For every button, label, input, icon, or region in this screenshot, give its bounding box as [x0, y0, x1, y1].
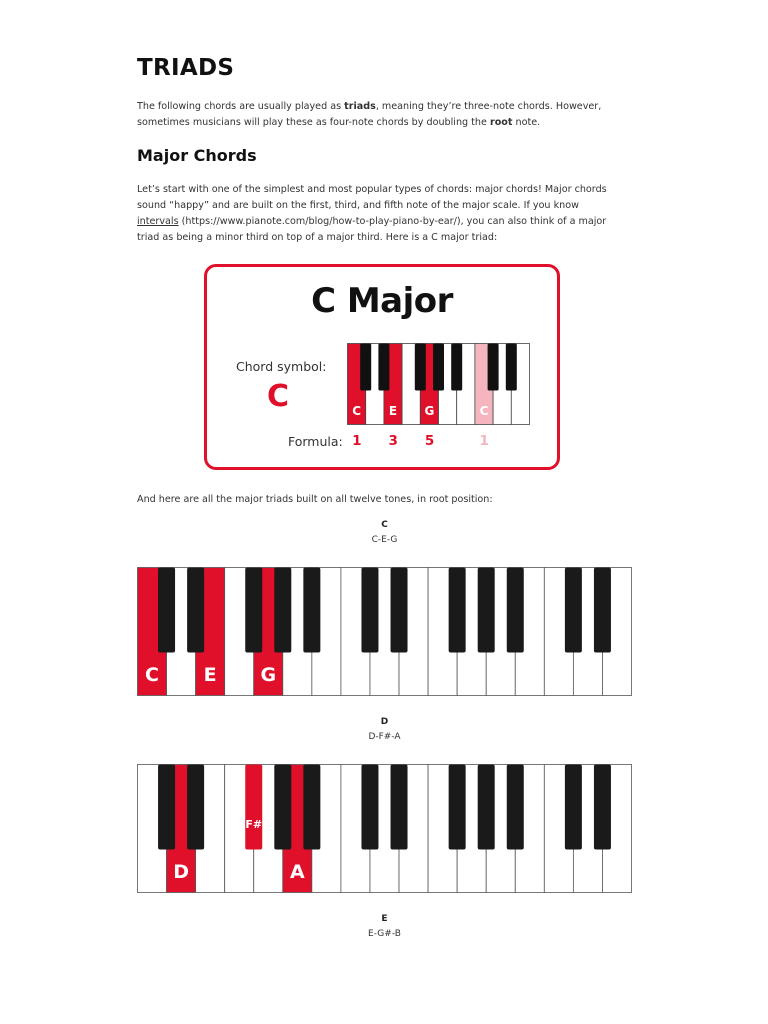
intervals-link[interactable]: intervals [137, 216, 179, 227]
chord-notes-e: E-G#-B [368, 929, 401, 939]
black-key [391, 568, 408, 653]
black-key [506, 344, 517, 391]
major-text: , you can also think of a major triad as being a minor third on top of a major third. Here is a C major triad: [137, 216, 607, 243]
black-key [187, 765, 204, 850]
black-key [449, 568, 466, 653]
black-key [378, 344, 389, 391]
black-key [360, 344, 371, 391]
black-key [565, 568, 582, 653]
keyboard-d-major [137, 764, 632, 893]
intro-text: note. [512, 117, 541, 128]
chord-notes-c: C-E-G [371, 535, 398, 545]
formula-label: Formula: [288, 434, 343, 449]
black-key [303, 568, 320, 653]
black-key [245, 765, 262, 850]
black-key [594, 765, 611, 850]
formula-number: 1 [479, 433, 489, 449]
black-key-label: F# [245, 818, 263, 831]
card-keyboard [347, 343, 531, 425]
intro-bold-triads: triads [344, 101, 376, 112]
black-key [415, 344, 426, 391]
black-key [507, 568, 524, 653]
major-chords-heading: Major Chords [137, 146, 257, 165]
key-label: G [424, 404, 435, 418]
intro-text: The following chords are usually played as [137, 101, 345, 112]
chord-name-c: C [381, 520, 388, 530]
keyboard-c-major [137, 567, 632, 696]
c-major-card [204, 264, 560, 470]
key-label: G [260, 664, 277, 686]
major-chords-paragraph [137, 182, 617, 246]
black-key [433, 344, 444, 391]
black-key [158, 568, 175, 653]
black-key [245, 568, 262, 653]
black-key [594, 568, 611, 653]
key-label: D [173, 861, 189, 883]
black-key [361, 765, 378, 850]
formula-number: 3 [388, 433, 398, 449]
black-key [391, 765, 408, 850]
key-label: C [352, 404, 362, 418]
major-text: Let’s start with one of the simplest and most popular types of chords: major chords! Major chords sound “happy” and are built on the first, third, and fifth note of the major scale. If you know [137, 184, 607, 211]
black-key [274, 568, 291, 653]
intro-paragraph [137, 99, 637, 131]
key-label: C [145, 664, 160, 686]
chord-symbol: C [267, 379, 290, 414]
black-key [303, 765, 320, 850]
formula-number: 5 [424, 433, 435, 449]
intervals-url[interactable]: (https://www.pianote.com/blog/how-to-play-piano-by-ear/) [181, 216, 461, 227]
black-key [449, 765, 466, 850]
intro-bold-root: root [489, 117, 513, 128]
chord-name-d: D [380, 717, 389, 727]
formula-number: 1 [352, 433, 362, 449]
intro-text: , meaning they’re three-note chords. However, sometimes musicians will play these as four-note chords by doubling the [137, 101, 602, 128]
black-key [361, 568, 378, 653]
page-title: TRIADS [137, 55, 235, 81]
black-key [507, 765, 524, 850]
black-key [451, 344, 462, 391]
key-label: E [203, 664, 217, 686]
black-key [565, 765, 582, 850]
chord-symbol-label: Chord symbol: [236, 359, 327, 374]
key-label: E [388, 404, 398, 418]
all-triads-paragraph: And here are all the major triads built on all twelve tones, in root position: [137, 494, 493, 505]
black-key [488, 344, 499, 391]
key-label: A [289, 861, 305, 883]
card-title: C Major [311, 281, 453, 321]
chord-notes-d: D-F#-A [368, 732, 401, 742]
black-key [158, 765, 175, 850]
black-key [187, 568, 204, 653]
key-label: C [479, 404, 489, 418]
black-key [274, 765, 291, 850]
black-key [478, 765, 495, 850]
black-key [478, 568, 495, 653]
chord-name-e: E [381, 914, 388, 924]
